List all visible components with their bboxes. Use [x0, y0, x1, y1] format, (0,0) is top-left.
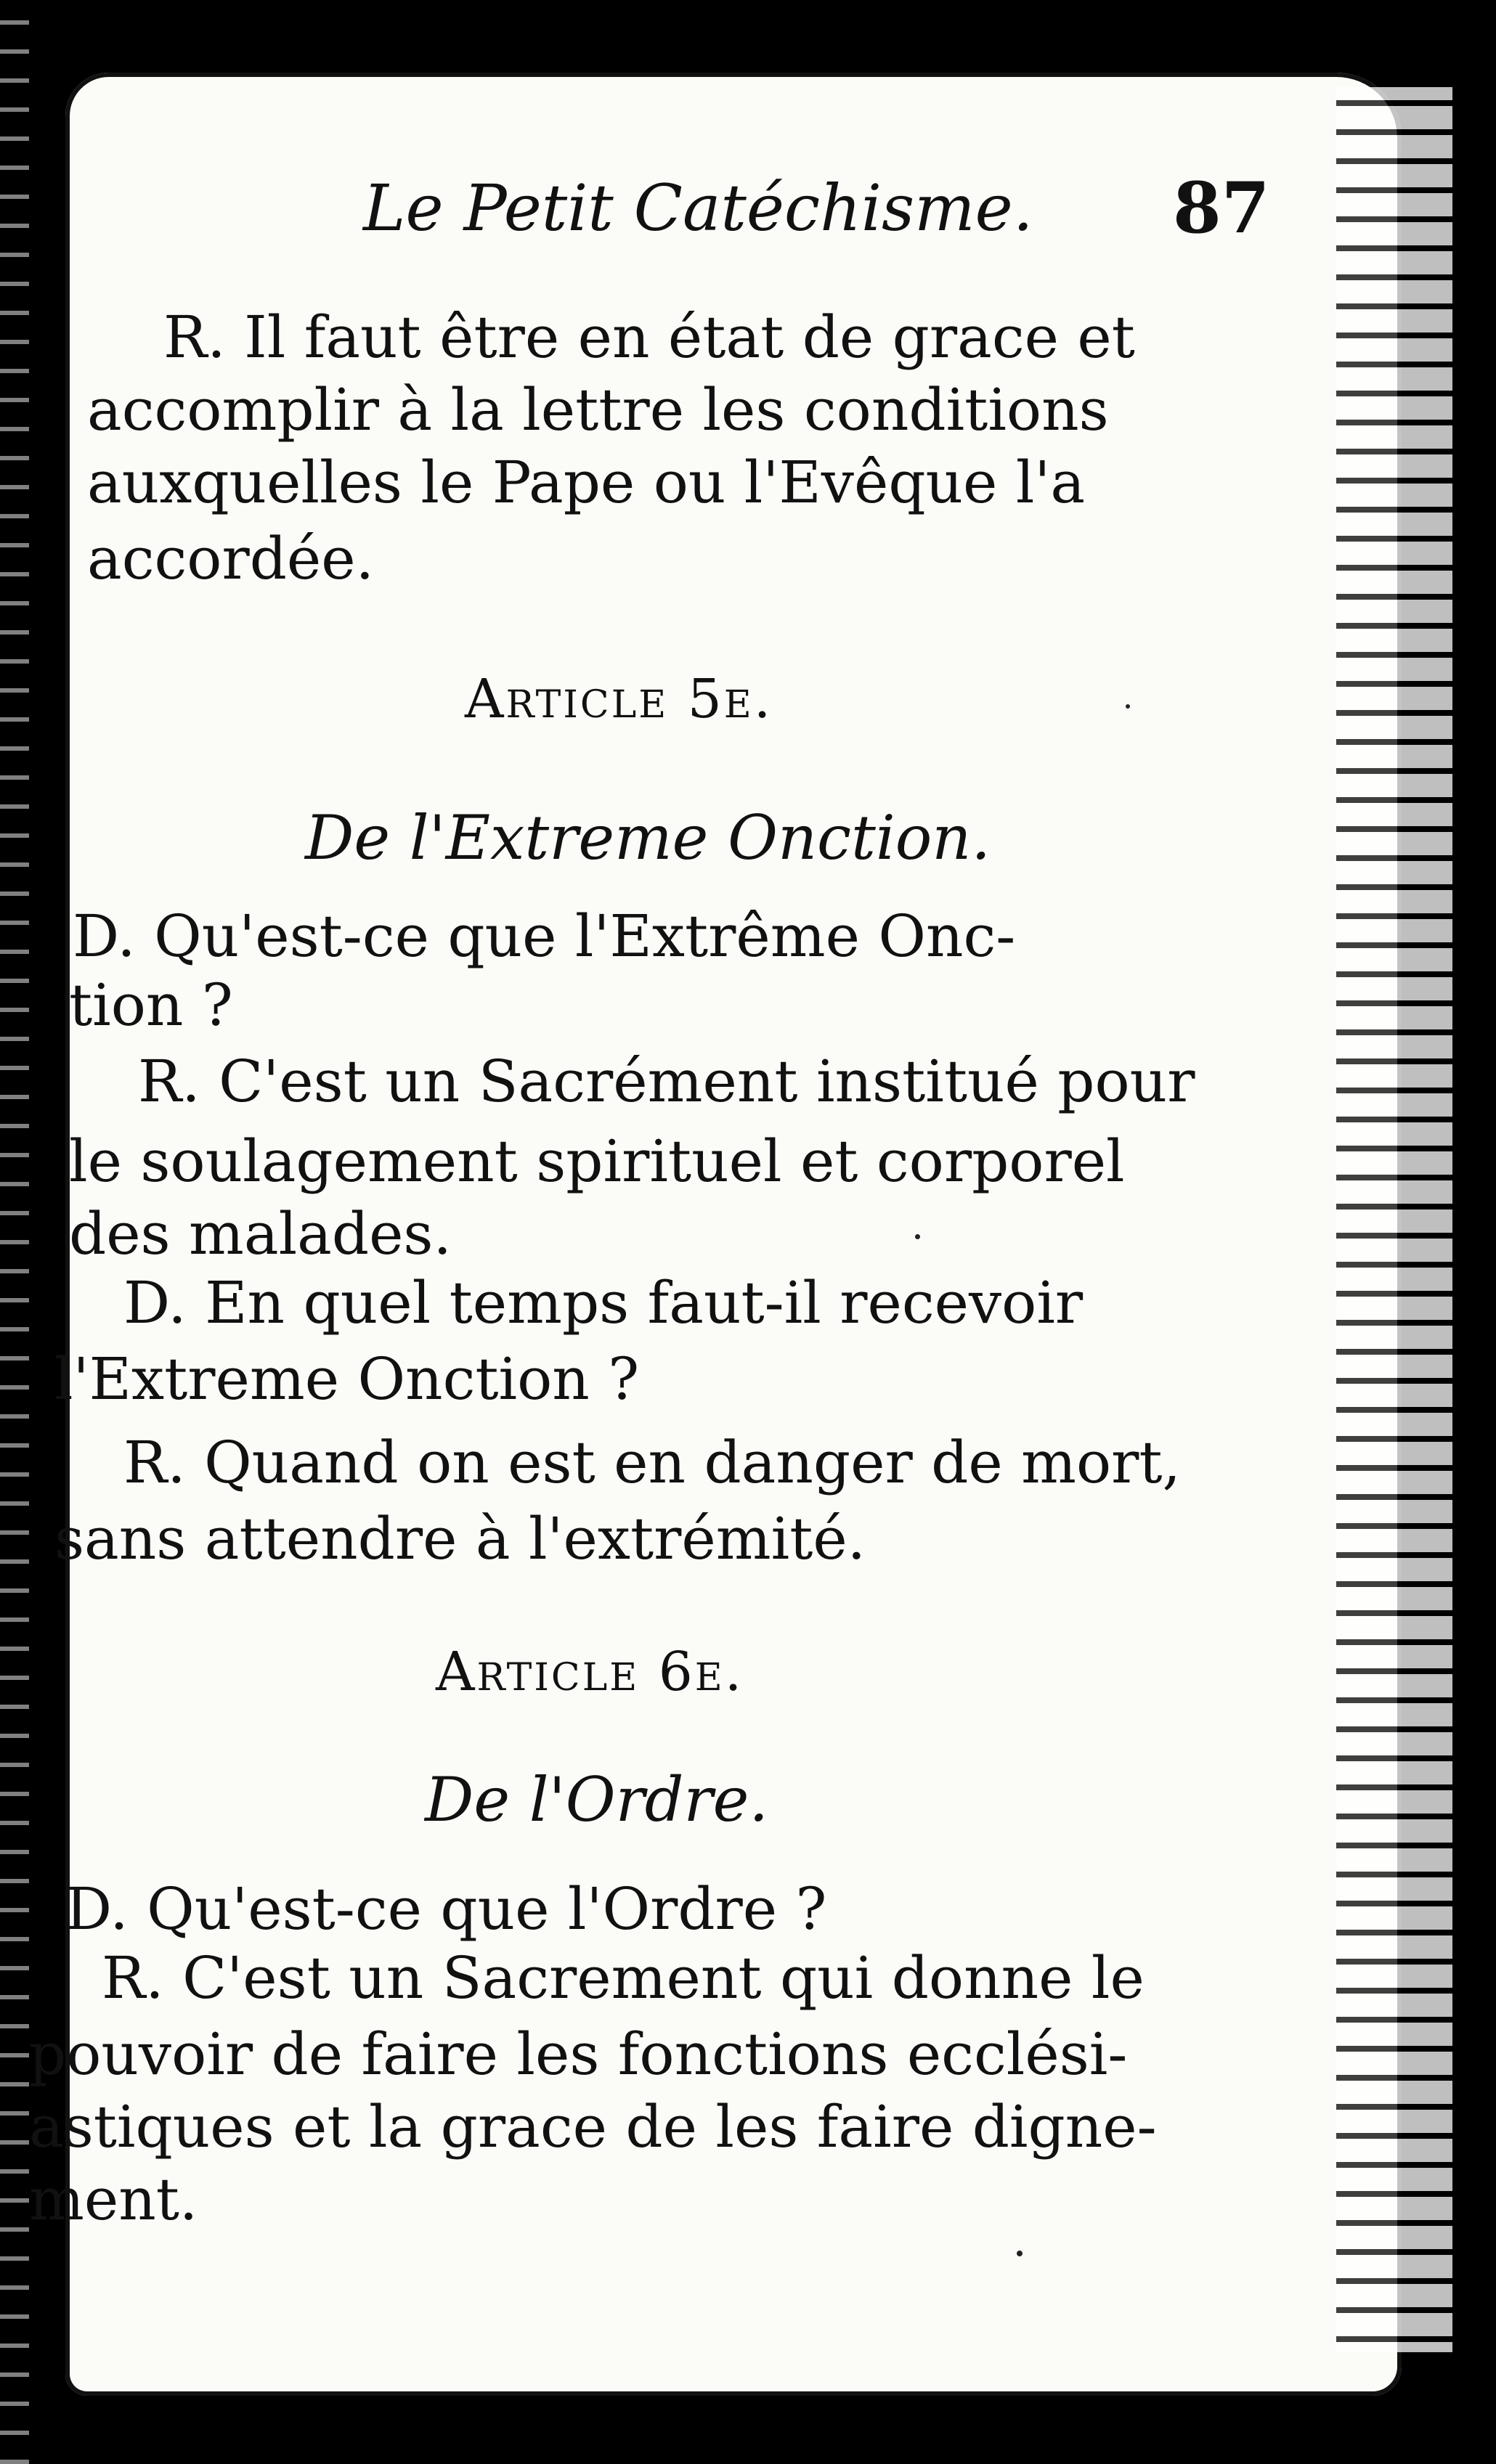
text-line: des malades.	[69, 1200, 452, 1268]
page-number: 87	[1173, 167, 1270, 249]
text-line: D. Qu'est-ce que l'Extrême Onc-	[73, 902, 1016, 970]
text-line: R. C'est un Sacrément institué pour	[138, 1048, 1195, 1115]
text-line: pouvoir de faire les fonctions ecclési-	[29, 2020, 1128, 2088]
text-line: R. Il faut être en état de grace et	[163, 303, 1135, 371]
running-title: Le Petit Catéchisme.	[363, 171, 1033, 245]
text-line: R. C'est un Sacrement qui donne le	[102, 1944, 1145, 2012]
text-line: ment.	[29, 2166, 198, 2233]
ink-speck	[1017, 2251, 1023, 2256]
page-edge-stack	[1336, 87, 1452, 2352]
text-line: R. Quand on est en danger de mort,	[123, 1429, 1181, 1496]
text-line: auxquelles le Pape ou l'Evêque l'a	[87, 449, 1086, 516]
text-line: accordée.	[87, 525, 375, 592]
article-heading: Article 6e.	[436, 1641, 744, 1703]
article-heading: Article 5e.	[465, 668, 773, 730]
text-line: l'Extreme Onction ?	[54, 1345, 640, 1413]
text-line: D. En quel temps faut-il recevoir	[123, 1269, 1084, 1337]
left-page-edge	[0, 0, 29, 2464]
ink-speck	[915, 1234, 920, 1239]
text-line: accomplir à la lettre les conditions	[87, 376, 1109, 444]
section-subtitle: De l'Ordre.	[425, 1764, 769, 1835]
text-line: tion ?	[69, 971, 233, 1039]
section-subtitle: De l'Extreme Onction.	[305, 802, 991, 873]
text-line: D. Qu'est-ce que l'Ordre ?	[65, 1875, 827, 1943]
text-line: sans attendre à l'extrémité.	[54, 1505, 866, 1572]
text-line: le soulagement spirituel et corporel	[69, 1127, 1125, 1195]
ink-speck	[1126, 704, 1130, 709]
text-line: astiques et la grace de les faire digne-	[29, 2093, 1157, 2161]
